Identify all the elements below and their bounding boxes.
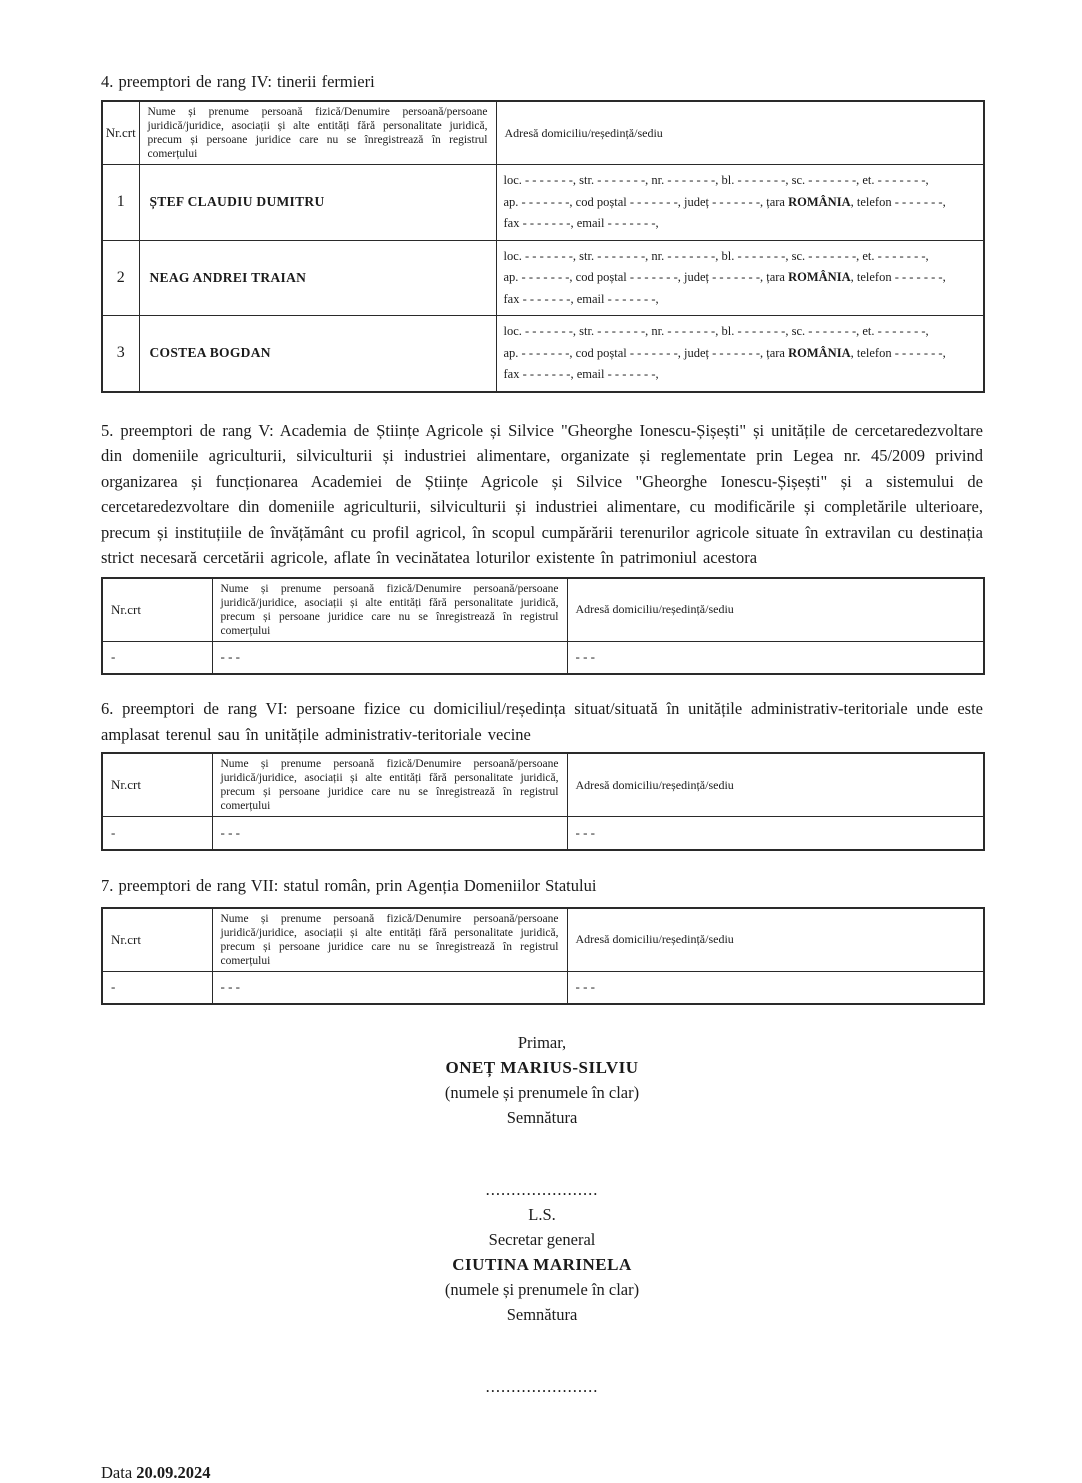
address-cell: [496, 316, 984, 392]
country-name: ROMÂNIA: [788, 194, 851, 209]
address-part: ap. - - - - - - -, cod poștal - - - - - - -, județ - - - - - - -, țara: [503, 194, 789, 209]
address-part: , telefon - - - - - - -,: [850, 345, 946, 360]
address-cell: [496, 165, 984, 241]
column-header-name: Nume și prenume persoană fizică/Denumire persoană/persoane juridică/juridice, asociații și alte entități fără personalitate juridică, precum și persoane juridice care nu se înregistrează în registrul comerțului: [212, 578, 567, 642]
rank7-preemptors-table: [101, 907, 985, 1006]
rank5-preemptors-table: [101, 577, 985, 676]
table-row: [102, 240, 984, 316]
address-part: ap. - - - - - - -, cod poștal - - - - - - -, județ - - - - - - -, țara: [503, 270, 789, 284]
empty-table-row: [102, 817, 984, 850]
address-cell: - - -: [567, 641, 984, 674]
section7-heading: 7. preemptori de rang VII: statul român, prin Agenția Domeniilor Statului: [101, 875, 597, 895]
date-value: 20.09.2024: [136, 1463, 211, 1482]
primar-name-note: (numele și prenumele în clar): [444, 1083, 640, 1102]
address-line-3: [504, 213, 977, 235]
address-part: , telefon - - - - - - -,: [850, 270, 946, 284]
preemptor-name: - - -: [212, 817, 567, 850]
address-line-3: [504, 364, 977, 386]
preemptor-name: NEAG ANDREI TRAIAN: [139, 240, 496, 316]
column-header-name: Nume și prenume persoană fizică/Denumire persoană/persoane juridică/juridice, asociații și alte entități fără personalitate juridică, precum și persoane juridice care nu se înregistrează în registrul comerțului: [139, 101, 496, 165]
column-header-name: Nume și prenume persoană fizică/Denumire persoană/persoane juridică/juridice, asociații și alte entități fără personalitate juridică, precum și persoane juridice care nu se înregistrează în registrul comerțului: [212, 753, 567, 817]
secretar-title: Secretar general: [488, 1230, 596, 1249]
address-part: loc. - - - - - - -, str. - - - - - - -, nr. - - - - - - -, bl. - - - - - - -, sc. - - - - - - -, et. - - - - - - -,: [503, 324, 929, 338]
column-header-nr: Nr.crt: [102, 578, 212, 642]
address-line-3: [504, 289, 977, 311]
section-rank5: [101, 418, 983, 676]
column-header-nr: Nr.crt: [102, 753, 212, 817]
secretar-name: CIUTINA MARINELA: [452, 1255, 632, 1274]
table-header-row: [102, 753, 984, 817]
primar-title: Primar,: [517, 1033, 567, 1052]
section-rank7: [101, 875, 983, 1006]
row-number: -: [102, 971, 212, 1004]
empty-table-row: [102, 971, 984, 1004]
row-number: -: [102, 817, 212, 850]
address-line-2: [504, 192, 977, 214]
rank6-preemptors-table: [101, 752, 985, 851]
column-header-nr: Nr.crt: [102, 908, 212, 972]
signature-area: [101, 1030, 983, 1399]
primar-signature-dots: ......................: [485, 1180, 599, 1199]
address-line-1: [504, 246, 977, 268]
address-line-1: [504, 170, 977, 192]
address-line-2: [504, 343, 977, 365]
column-header-address: Adresă domiciliu/reședință/sediu: [496, 101, 984, 165]
section-rank4: [101, 71, 983, 393]
address-part: fax - - - - - - -, email - - - - - - -,: [503, 216, 659, 230]
address-part: fax - - - - - - -, email - - - - - - -,: [503, 291, 659, 306]
secretar-signature-dots: ......................: [485, 1377, 599, 1396]
ls-label: L.S.: [528, 1205, 556, 1224]
preemptor-name: COSTEA BOGDAN: [139, 316, 496, 392]
preemptor-name: - - -: [212, 971, 567, 1004]
preemptor-name: ȘTEF CLAUDIU DUMITRU: [139, 165, 496, 241]
address-cell: - - -: [567, 817, 984, 850]
column-header-address: Adresă domiciliu/reședință/sediu: [567, 908, 984, 972]
section4-heading: 4. preemptori de rang IV: tinerii fermieri: [101, 72, 375, 91]
address-part: fax - - - - - - -, email - - - - - - -,: [503, 367, 659, 381]
table-row: [102, 165, 984, 241]
table-header-row: [102, 101, 984, 165]
column-header-address: Adresă domiciliu/reședință/sediu: [567, 753, 984, 817]
document-date: [101, 1463, 983, 1483]
column-header-nr: Nr.crt: [102, 101, 139, 165]
address-cell: [496, 240, 984, 316]
table-header-row: [102, 908, 984, 972]
empty-table-row: [102, 641, 984, 674]
primar-signature-label: Semnătura: [506, 1108, 578, 1127]
secretar-name-note: (numele și prenumele în clar): [444, 1280, 640, 1299]
preemptor-name: - - -: [212, 641, 567, 674]
address-part: , telefon - - - - - - -,: [850, 194, 946, 209]
country-name: ROMÂNIA: [788, 345, 851, 360]
address-part: ap. - - - - - - -, cod poștal - - - - - - -, județ - - - - - - -, țara: [503, 345, 789, 360]
table-row: [102, 316, 984, 392]
section-rank6: [101, 696, 983, 851]
rank4-preemptors-table: [101, 100, 985, 393]
row-number: 3: [102, 316, 139, 392]
address-cell: - - -: [567, 971, 984, 1004]
table-header-row: [102, 578, 984, 642]
column-header-address: Adresă domiciliu/reședință/sediu: [567, 578, 984, 642]
section6-heading: 6. preemptori de rang VI: persoane fizice cu domiciliul/reședința situat/situată în unitățile administrativ-teritoriale unde este amplasat terenul sau în unitățile administrativ-teritoriale vecine: [101, 699, 983, 744]
section5-heading: 5. preemptori de rang V: Academia de Științe Agricole și Silvice "Gheorghe Ionescu-Șișești" și unitățile de cercetaredezvoltare din domeniile agriculturii, silviculturii și industriei alimentare, organizate și reglementate prin Legea nr. 45/2009 privind organizarea și funcționarea Academiei de Științe Agricole și Silvice "Gheorghe Ionescu-Șișești" și a sistemului de cercetaredezvoltare din domeniile agriculturii, silviculturii și industriei alimentare, cu modificările și completările ulterioare, precum și instituțiile de învățământ cu profil agricol, în scopul cumpărării terenurilor agricole situate în extravilan cu destinația strict necesară cercetării agricole, aflate în vecinătatea loturilor existente în patrimoniul acestora: [101, 420, 983, 567]
row-number: 1: [102, 165, 139, 241]
address-line-1: [504, 321, 977, 343]
country-name: ROMÂNIA: [788, 270, 851, 284]
address-line-2: [504, 267, 977, 289]
date-label: Data: [101, 1463, 133, 1482]
secretar-signature-label: Semnătura: [506, 1305, 578, 1324]
row-number: -: [102, 641, 212, 674]
row-number: 2: [102, 240, 139, 316]
address-part: loc. - - - - - - -, str. - - - - - - -, nr. - - - - - - -, bl. - - - - - - -, sc. - - - - - - -, et. - - - - - - -,: [503, 248, 929, 263]
address-part: loc. - - - - - - -, str. - - - - - - -, nr. - - - - - - -, bl. - - - - - - -, sc. - - - - - - -, et. - - - - - - -,: [503, 173, 929, 187]
column-header-name: Nume și prenume persoană fizică/Denumire persoană/persoane juridică/juridice, asociații și alte entități fără personalitate juridică, precum și persoane juridice care nu se înregistrează în registrul comerțului: [212, 908, 567, 972]
primar-name: ONEȚ MARIUS-SILVIU: [445, 1058, 639, 1077]
